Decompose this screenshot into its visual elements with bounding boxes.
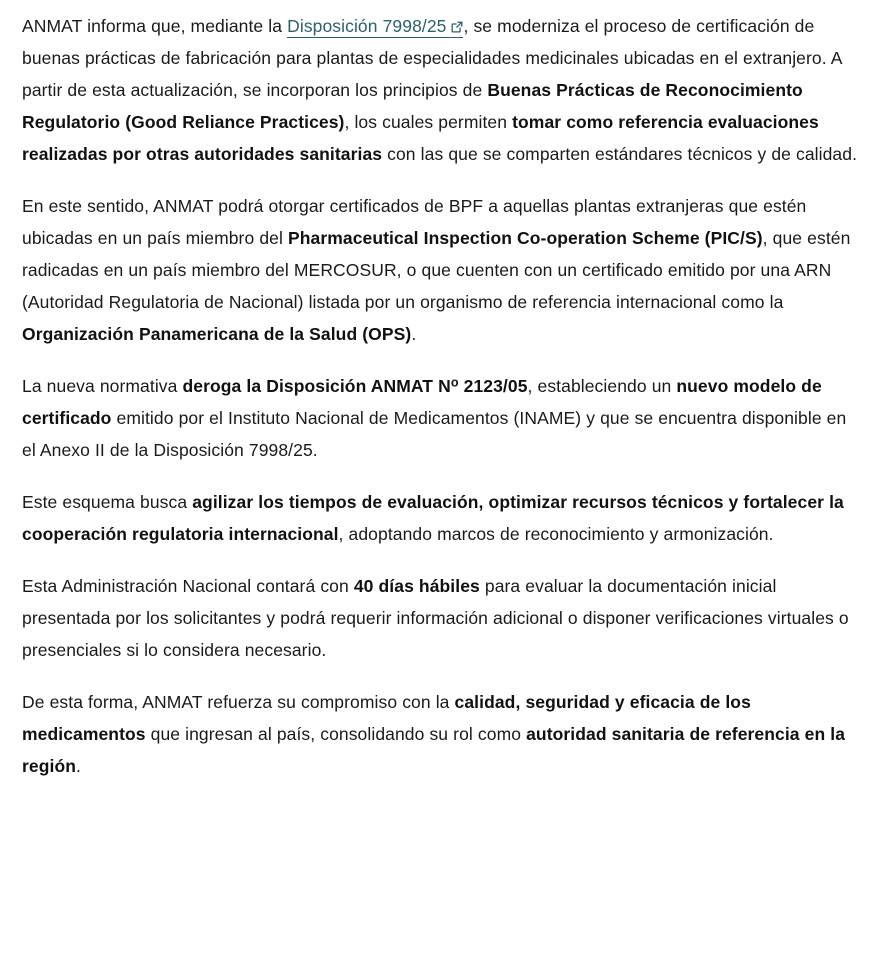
paragraph-6-run-3: que ingresan al país, consolidando su rol como <box>145 724 527 744</box>
paragraph-2-bold-1: Pharmaceutical Inspection Co-operation Scheme (PIC/S) <box>287 228 763 248</box>
paragraph-3-run-3: , estableciendo un <box>527 376 677 396</box>
paragraph-6-run-5: . <box>76 756 81 776</box>
paragraph-4 <box>22 486 860 550</box>
paragraph-1-run-3: , se moderniza el proceso de certificación de buenas prácticas de fabricación para plantas de especialidades medicinales ubicadas en el extranjero. A partir de esta actualización, se incorporan los principios de <box>22 16 842 100</box>
paragraph-2 <box>22 190 860 350</box>
paragraph-6-bold-2: autoridad sanitaria de referencia en la región <box>22 724 846 776</box>
paragraph-1-run-5: , los cuales permiten <box>344 112 513 132</box>
paragraph-5 <box>22 570 860 666</box>
paragraph-3-bold-2: nuevo modelo de certificado <box>22 376 822 428</box>
link-label: Disposición 7998/25 <box>287 16 447 36</box>
disposicion-7998-25-link[interactable] <box>287 16 463 38</box>
paragraph-3-bold-1: deroga la Disposición ANMAT $N^o$ 2123/05 <box>182 375 528 396</box>
paragraph-1 <box>22 10 860 170</box>
paragraph-4-run-3: , adoptando marcos de reconocimiento y armonización. <box>338 524 774 544</box>
paragraph-5-run-1: Esta Administración Nacional contará con <box>22 576 354 596</box>
external-link-icon <box>451 21 463 33</box>
paragraph-4-run-1: Este esquema busca <box>22 492 193 512</box>
paragraph-3-run-1: La nueva normativa <box>22 376 183 396</box>
paragraph-2-bold-2: Organización Panamericana de la Salud (OPS) <box>22 324 412 344</box>
paragraph-5-run-3: para evaluar la documentación inicial presentada por los solicitantes y podrá requerir información adicional o disponer verificaciones virtuales o presenciales si lo considera necesario. <box>22 576 849 660</box>
paragraph-4-bold-1: agilizar los tiempos de evaluación, optimizar recursos técnicos y fortalecer la cooperación regulatoria internacional <box>22 492 844 544</box>
paragraph-1-run-7: con las que se comparten estándares técnicos y de calidad. <box>382 144 858 164</box>
paragraph-5-bold-1: 40 días hábiles <box>353 576 480 596</box>
paragraph-6 <box>22 686 860 782</box>
paragraph-6-run-1: De esta forma, ANMAT refuerza su compromiso con la <box>22 692 455 712</box>
paragraph-1-bold-2: tomar como referencia evaluaciones realizadas por otras autoridades sanitarias <box>22 112 819 164</box>
paragraph-1-bold-1: Buenas Prácticas de Reconocimiento Regulatorio (Good Reliance Practices) <box>22 80 803 132</box>
paragraph-3 <box>22 370 860 466</box>
paragraph-3-run-5: emitido por el Instituto Nacional de Medicamentos (INAME) y que se encuentra disponible en el Anexo II de la Disposición 7998/25. <box>22 408 847 460</box>
paragraph-2-run-3: , que estén radicadas en un país miembro del MERCOSUR, o que cuenten con un certificado emitido por una ARN (Autoridad Regulatoria de Nacional) listada por un organismo de referencia internacional como la <box>22 228 851 312</box>
paragraph-1-run-1: ANMAT informa que, mediante la <box>22 16 288 36</box>
paragraph-6-bold-1: calidad, seguridad y eficacia de los medicamentos <box>22 692 751 744</box>
paragraph-2-run-5: . <box>411 324 417 344</box>
paragraph-2-run-1: En este sentido, ANMAT podrá otorgar certificados de BPF a aquellas plantas extranjeras que estén ubicadas en un país miembro del <box>22 196 807 248</box>
